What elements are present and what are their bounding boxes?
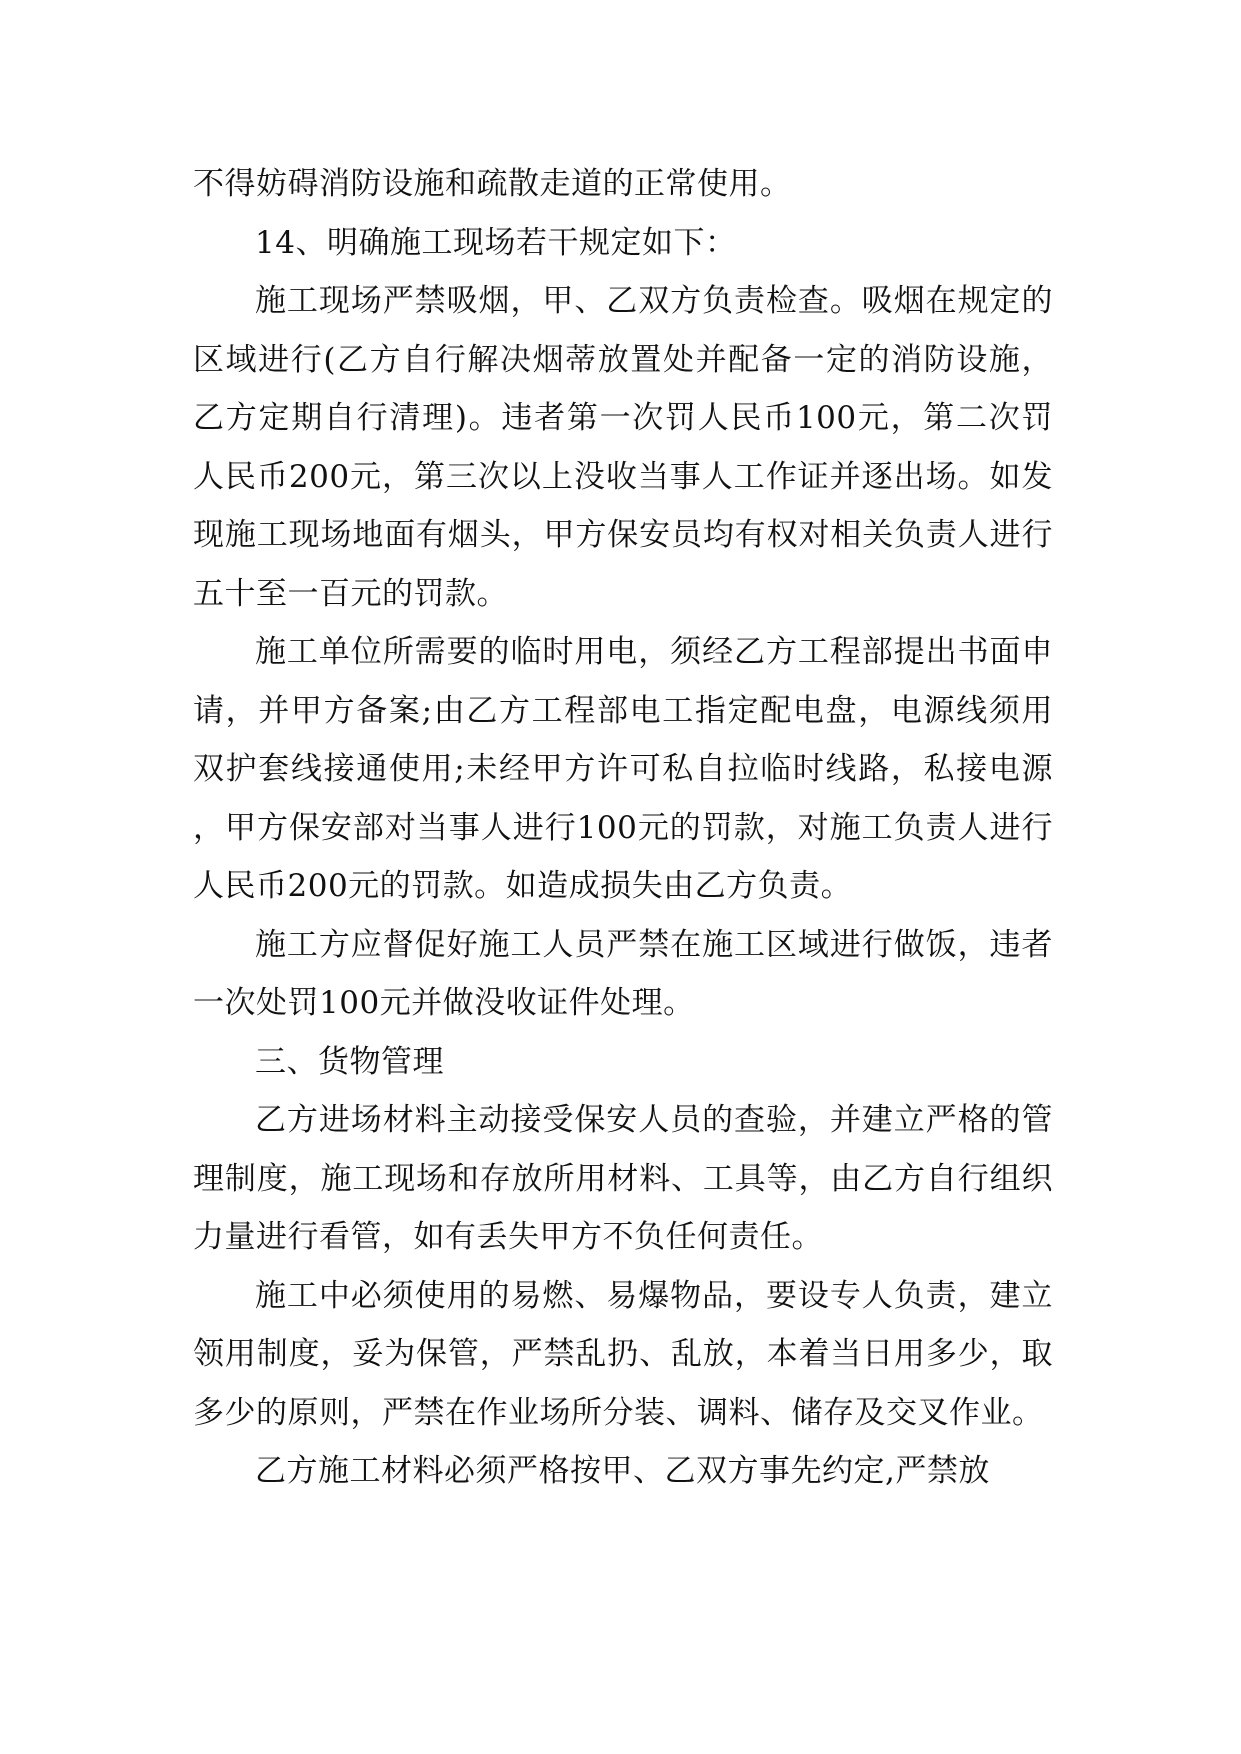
paragraph-material-placement: 乙方施工材料必须严格按甲、乙双方事先约定,严禁放 [255, 1453, 990, 1489]
section-heading-goods-management: 三、货物管理 [255, 1043, 444, 1080]
paragraph-cooking-ban: 施工方应督促好施工人员严禁在施工区域进行做饭，违者一次处罚100元并做没收证件处理。 [193, 926, 1053, 1021]
paragraph-flammable-materials: 施工中必须使用的易燃、易爆物品，要设专人负责，建立领用制度，妥为保管，严禁乱扔、乱放，本着当日用多少，取多少的原则，严禁在作业场所分装、调料、储存及交叉作业。 [193, 1277, 1053, 1431]
paragraph-site-rules-heading: 14、明确施工现场若干规定如下： [255, 224, 737, 261]
paragraph-material-inspection: 乙方进场材料主动接受保安人员的查验，并建立严格的管理制度，施工现场和存放所用材料、工具等，由乙方自行组织力量进行看管，如有丢失甲方不负任何责任。 [193, 1102, 1053, 1255]
document-body [193, 155, 1053, 1501]
paragraph-smoking-rules: 施工现场严禁吸烟，甲、乙双方负责检查。吸烟在规定的区域进行(乙方自行解决烟蒂放置处并配备一定的消防设施，乙方定期自行清理)。违者第一次罚人民币100元，第二次罚人民币200元，第三次以上没收当事人工作证并逐出场。如发现施工现场地面有烟头，甲方保安员均有权对相关负责人进行五十至一百元的罚款。 [193, 283, 1053, 612]
paragraph-fire-access: 不得妨碍消防设施和疏散走道的正常使用。 [193, 166, 792, 202]
paragraph-temporary-power: 施工单位所需要的临时用电，须经乙方工程部提出书面申请，并甲方备案;由乙方工程部电工指定配电盘，电源线须用双护套线接通使用;未经甲方许可私自拉临时线路，私接电源，甲方保安部对当事人进行100元的罚款，对施工负责人进行人民币200元的罚款。如造成损失由乙方负责。 [193, 634, 1053, 904]
